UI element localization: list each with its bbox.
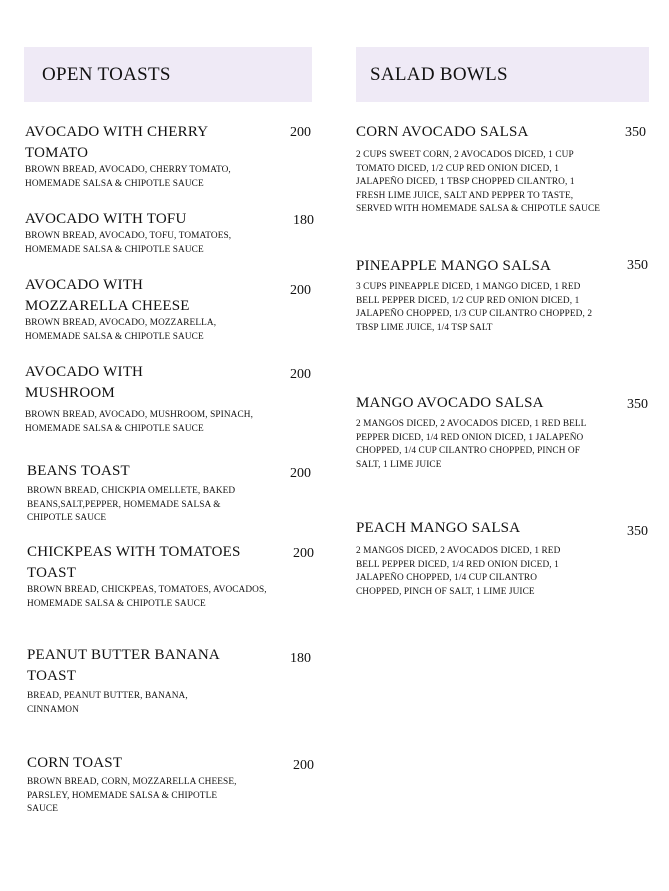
menu-item: [25, 209, 265, 257]
item-price: 350: [625, 125, 646, 140]
item-description: BROWN BREAD, AVOCADO, CHERRY TOMATO, HOMEMADE SALSA & CHIPOTLE SAUCE: [25, 165, 231, 189]
item-description: 3 CUPS PINEAPPLE DICED, 1 MANGO DICED, 1 RED BELL PEPPER DICED, 1/2 CUP RED ONION DICED, 1 JALAPEÑO CHOPPED, 1/3 CUP CILANTRO CHOPPED, 2 TBSP LIME JUICE, 1/4 TSP SALT: [356, 282, 593, 333]
item-price: 180: [293, 213, 314, 228]
item-name: CHICKPEAS WITH TOMATOES TOAST: [27, 544, 241, 581]
section-title: SALAD BOWLS: [370, 63, 508, 85]
menu-item: [25, 362, 265, 436]
salad-bowls-header: [356, 47, 649, 102]
item-description: 2 MANGOS DICED, 2 AVOCADOS DICED, 1 RED BELL PEPPER DICED, 1/4 RED ONION DICED, 1 JALAPEÑO CHOPPED, 1/4 CUP CILANTRO CHOPPED, PINCH OF SALT, 1 LIME JUICE: [356, 546, 561, 597]
item-description: 2 CUPS SWEET CORN, 2 AVOCADOS DICED, 1 CUP TOMATO DICED, 1/2 CUP RED ONION DICED, 1 JALAPEÑO DICED, 1 TBSP CHOPPED CILANTRO, 1 FRESH LIME JUICE, SALT AND PEPPER TO TASTE, SERVED WITH HOMEMADE SALSA & CHIPOTLE SAUCE: [356, 150, 601, 214]
item-name: AVOCADO WITH MUSHROOM: [25, 364, 144, 401]
item-name: MANGO AVOCADO SALSA: [356, 395, 544, 411]
item-price: 200: [293, 546, 314, 561]
menu-item: [356, 518, 606, 599]
menu-item: [356, 393, 606, 472]
menu-item: [356, 256, 606, 335]
item-price: 200: [290, 367, 311, 382]
item-name: CORN TOAST: [27, 755, 123, 771]
item-description: BROWN BREAD, CORN, MOZZARELLA CHEESE, PARSLEY, HOMEMADE SALSA & CHIPOTLE SAUCE: [27, 777, 237, 814]
item-description: BROWN BREAD, AVOCADO, MOZZARELLA, HOMEMADE SALSA & CHIPOTLE SAUCE: [25, 318, 217, 342]
item-name: AVOCADO WITH MOZZARELLA CHEESE: [25, 277, 190, 314]
item-description: BROWN BREAD, AVOCADO, MUSHROOM, SPINACH, HOMEMADE SALSA & CHIPOTLE SAUCE: [25, 410, 254, 434]
item-name: PEACH MANGO SALSA: [356, 520, 521, 536]
open-toasts-header: [24, 47, 312, 102]
item-description: BROWN BREAD, CHICKPIA OMELLETE, BAKED BEANS,SALT,PEPPER, HOMEMADE SALSA & CHIPOTLE SAUCE: [27, 486, 236, 523]
item-price: 200: [290, 466, 311, 481]
menu-item: [27, 542, 267, 611]
item-description: BROWN BREAD, AVOCADO, TOFU, TOMATOES, HOMEMADE SALSA & CHIPOTLE SAUCE: [25, 231, 232, 255]
item-description: BREAD, PEANUT BUTTER, BANANA, CINNAMON: [27, 691, 188, 715]
item-price: 200: [293, 758, 314, 773]
item-price: 200: [290, 125, 311, 140]
menu-item: [27, 645, 252, 717]
item-name: AVOCADO WITH CHERRY TOMATO: [25, 124, 208, 161]
item-description: 2 MANGOS DICED, 2 AVOCADOS DICED, 1 RED BELL PEPPER DICED, 1/4 RED ONION DICED, 1 JALAPEÑO CHOPPED, 1/4 CUP CILANTRO CHOPPED, PINCH OF SALT, 1 LIME JUICE: [356, 419, 587, 470]
menu-item: [27, 753, 267, 817]
menu-item: [25, 275, 265, 344]
menu-item: [27, 461, 267, 526]
item-name: PEANUT BUTTER BANANA TOAST: [27, 647, 220, 684]
item-price: 180: [290, 651, 311, 666]
item-price: 350: [627, 524, 648, 539]
item-name: BEANS TOAST: [27, 463, 130, 479]
item-price: 350: [627, 258, 648, 273]
item-description: BROWN BREAD, CHICKPEAS, TOMATOES, AVOCADOS, HOMEMADE SALSA & CHIPOTLE SAUCE: [27, 585, 267, 609]
menu-item: [25, 122, 265, 191]
item-price: 200: [290, 283, 311, 298]
item-price: 350: [627, 397, 648, 412]
menu-item: [356, 122, 606, 217]
section-title: OPEN TOASTS: [42, 63, 171, 85]
item-name: PINEAPPLE MANGO SALSA: [356, 258, 552, 274]
item-name: CORN AVOCADO SALSA: [356, 124, 529, 140]
item-name: AVOCADO WITH TOFU: [25, 211, 187, 227]
